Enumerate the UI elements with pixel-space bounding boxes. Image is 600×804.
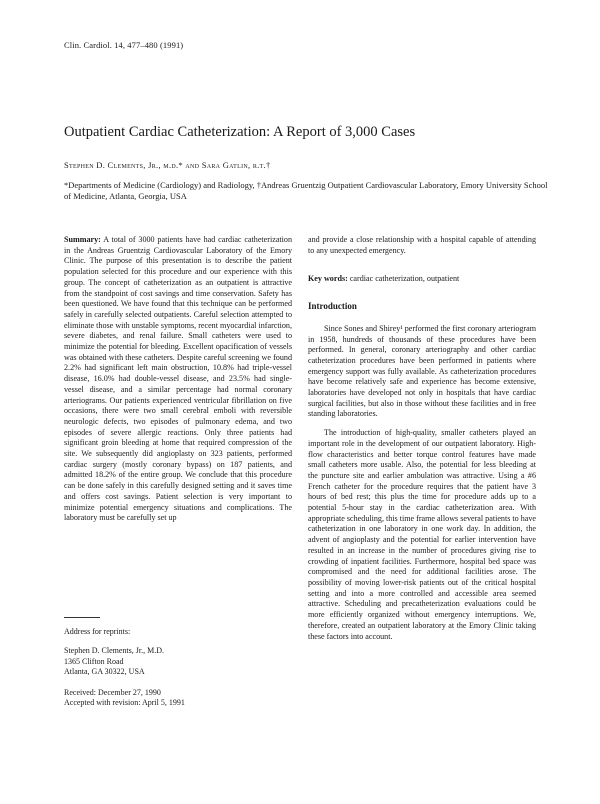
left-column xyxy=(64,235,292,581)
reprint-street: 1365 Clifton Road xyxy=(64,656,124,666)
keywords-line xyxy=(308,274,536,285)
reprint-name: Stephen D. Clements, Jr., M.D. xyxy=(64,646,164,656)
article-title: Outpatient Cardiac Catheterization: A Report of 3,000 Cases xyxy=(64,124,416,140)
summary-paragraph xyxy=(64,235,292,581)
keywords-text: cardiac catheterization, outpatient xyxy=(349,274,460,284)
author-list: Stephen D. Clements, Jr., m.d.* and Sara Gatlin, r.t.† xyxy=(64,160,271,170)
journal-citation: Clin. Cardiol. 14, 477–480 (1991) xyxy=(64,40,184,50)
keywords-label: Key words: xyxy=(308,274,348,284)
footnote-divider xyxy=(64,617,100,618)
received-date: Received: December 27, 1990 xyxy=(64,687,161,697)
reprint-heading: Address for reprints: xyxy=(64,627,131,636)
summary-label: Summary: xyxy=(64,235,101,244)
right-column xyxy=(308,235,536,642)
author-affiliations: *Departments of Medicine (Cardiology) and Radiology, †Andreas Gruentzig Outpatient Cardiovascular Laboratory, Emory University School of Medicine, Atlanta, Georgia, USA xyxy=(64,180,548,201)
introduction-paragraph-1: Since Sones and Shirey¹ performed the first coronary arteriogram in 1958, hundreds of thousands of these procedures have been performed. In general, coronary arteriography and other cardiac catheterization procedures have been performed in patients where emergency support was fully available. As catheterization procedures have become relatively safe and experience has become extensive, laboratories have developed not only in hospitals that have cardiac surgical facilities, but also in those without these facilities and in free standing laboratories. xyxy=(308,323,536,419)
introduction-heading: Introduction xyxy=(308,301,357,312)
summary-text: A total of 3000 patients have had cardiac catheterization in the Andreas Gruentzig Cardiovascular Laboratory of the Emory Clinic. The purpose of this presentation is to describe the patient population selected for this procedure and our experience with this group. The concept of catheterization as an outpatient is attractive from the standpoint of cost savings and time conservation. Safety has been questioned. We have found that this technique can be performed safely in carefully selected outpatients. Careful selection attempted to eliminate those with unstable symptoms, recent myocardial infarction, severe diabetes, and renal failure. Small catheters were used to minimize the potential for bleeding. Excellent opacification of vessels was obtained with these catheters. Despite careful screening we found 2.2% had significant left main obstruction, 10.8% had triple-vessel disease, 16.0% had double-vessel disease, and 23.5% had single-vessel disease, and a similar percentage had normal coronary arteriograms. Our patients experienced ventricular fibrillation on five occasions, there were two small cerebral emboli with reversible neurologic defects, two episodes of pulmonary edema, and two episodes of severe allergic reactions. Only three patients had significant groin bleeding at home that required compression of the site. We subsequently did angioplasty on 323 patients, performed cardiac surgery (mostly coronary bypass) on 187 patients, and admitted 18.2% of the entire group. We conclude that this procedure can be done safely in this carefully designed setting and it saves time and offers cost savings. Patient selection is very important to minimize potential emergency situations and complications. The laboratory must be carefully set up xyxy=(64,235,292,523)
reprint-city: Atlanta, GA 30322, USA xyxy=(64,667,145,677)
summary-continuation: and provide a close relationship with a hospital capable of attending to any unexpected emergency. xyxy=(308,235,536,255)
introduction-paragraph-2: The introduction of high-quality, smaller catheters played an important role in the development of our outpatient laboratory. High-flow characteristics and better torque control features have made small catheters more usable. Also, the potential for less bleeding at the puncture site and earlier ambulation was attractive. Using a #6 French catheter for the procedure requires that the patient have 3 hours of bed rest; this plus the time for procedure adds up to a potential 5-hour stay in the cardiac catheterization area. With appropriate scheduling, this time frame allows several patients to have catheterization in one laboratory in one work day. In addition, the advent of angioplasty and the potential for earlier intervention have resulted in an increase in the number of procedures giving rise to crowding of inpatient facilities. Furthermore, hospital bed space was compromised and the need for additional facilities arose. The possibility of moving lower-risk patients out of the critical hospital setting and into a more controlled and accessible area seemed attractive. Scheduling and precatheterization evaluations could be more efficiently organized without emergency interruptions. We, therefore, created an outpatient laboratory at the Emory Clinic taking these factors into account. xyxy=(308,428,536,641)
article-authors xyxy=(64,160,271,170)
accepted-date: Accepted with revision: April 5, 1991 xyxy=(64,698,185,708)
reprint-address-block xyxy=(64,627,292,708)
